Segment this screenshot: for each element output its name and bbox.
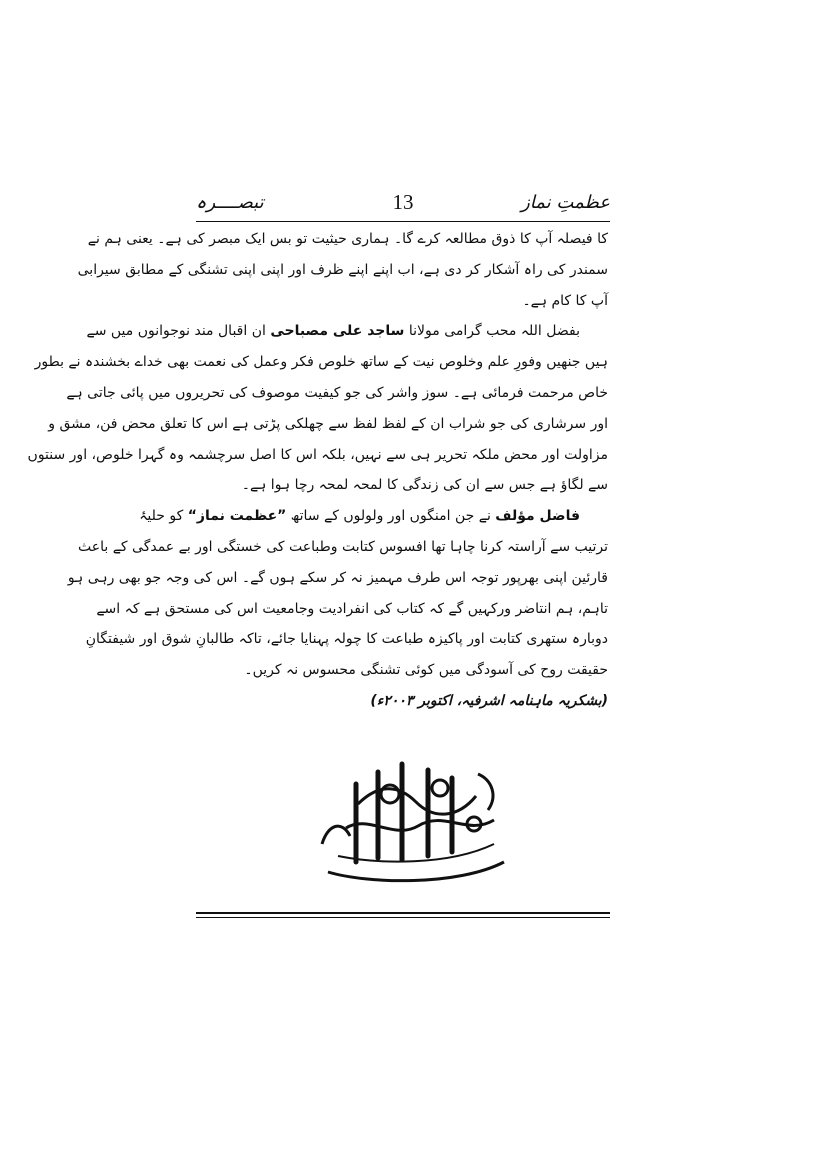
- book-name: ”عظمت نماز“: [187, 508, 287, 525]
- author-label: فاضل مؤلف: [495, 508, 580, 525]
- text-span: بفضل اللہ محب گرامی مولانا: [404, 323, 580, 340]
- text-line: ترتیب سے آراستہ کرنا چاہا تھا افسوس کتابت وطباعت کی خستگی اور بے عمدگی کے باعث: [78, 538, 608, 555]
- header-rule: [196, 221, 610, 222]
- text-line: تاہم، ہم انتاضر ورکہیں گے کہ کتاب کی انفرادیت وجامعیت اس کی مستحق ہے کہ اسے: [96, 600, 608, 617]
- text-line: آپ کا کام ہے۔: [522, 292, 608, 309]
- text-span: ان اقبال مند نوجوانوں میں سے: [86, 323, 271, 340]
- calligraphy-emblem-icon: [298, 744, 524, 894]
- source-credit: (بشکریہ ماہنامہ اشرفیہ، اکتوبر ۲۰۰۳ء): [370, 692, 608, 709]
- author-name: ساجد علی مصباحی: [270, 323, 405, 340]
- footer-rule-thin: [196, 917, 610, 918]
- text-line: سے لگاؤ ہے جس سے ان کی زندگی کا لمحہ لمحہ رچا ہوا ہے۔: [241, 477, 608, 494]
- text-line: دوبارہ ستھری کتابت اور پاکیزہ طباعت کا چولہ پہنایا جائے، تاکہ طالبانِ شوق اور شیفتگانِ: [85, 631, 608, 648]
- text-line: [139, 501, 608, 532]
- page-header: [196, 192, 610, 218]
- text-line: قارئین اپنی بھرپور توجہ اس طرف مہمیز نہ کر سکے ہوں گے۔ اس کی وجہ جو بھی رہی ہو: [67, 569, 608, 586]
- text-span: نے جن امنگوں اور ولولوں کے ساتھ: [286, 508, 496, 525]
- text-line: [86, 316, 608, 347]
- text-line: ہیں جنھیں وفورِ علم وخلوص نیت کے ساتھ خلوص فکر وعمل کی نعمت بھی خداے بخشندہ نے بطور: [34, 354, 608, 371]
- book-title: عظمتِ نماز: [521, 192, 610, 213]
- text-line: مزاولت اور محض ملکہ تحریر ہی سے نہیں، بلکہ اس کا اصل سرچشمہ وہ گہرا خلوص، اور سنتوں: [27, 446, 608, 463]
- text-line: کا فیصلہ آپ کا ذوق مطالعہ کرے گا۔ ہماری حیثیت تو بس ایک مبصر کی ہے۔ یعنی ہم نے: [87, 231, 608, 247]
- page-number: 13: [392, 190, 414, 214]
- text-line: حقیقت روح کی آسودگی میں کوئی تشنگی محسوس نہ کریں۔: [244, 662, 608, 679]
- text-line: اور سرشاری کی جو شراب ان کے لفظ لفظ سے چھلکی پڑتی ہے اس کا تعلق محض فن، مشق و: [48, 415, 608, 432]
- section-title: تبصــــرہ: [196, 192, 264, 213]
- text-line: سمندر کی راہ آشکار کر دی ہے، اب اپنے اپنے ظرف اور اپنی اپنی تشنگی کے مطابق سیرابی: [77, 261, 608, 278]
- footer-rule: [196, 912, 610, 914]
- text-line: خاص مرحمت فرمائی ہے۔ سوز واشر کی جو کیفیت موصوف کی تحریروں میں پائی جاتی ہے: [66, 384, 608, 401]
- review-body: [27, 224, 608, 717]
- text-span: کو حلیۂ: [139, 508, 188, 525]
